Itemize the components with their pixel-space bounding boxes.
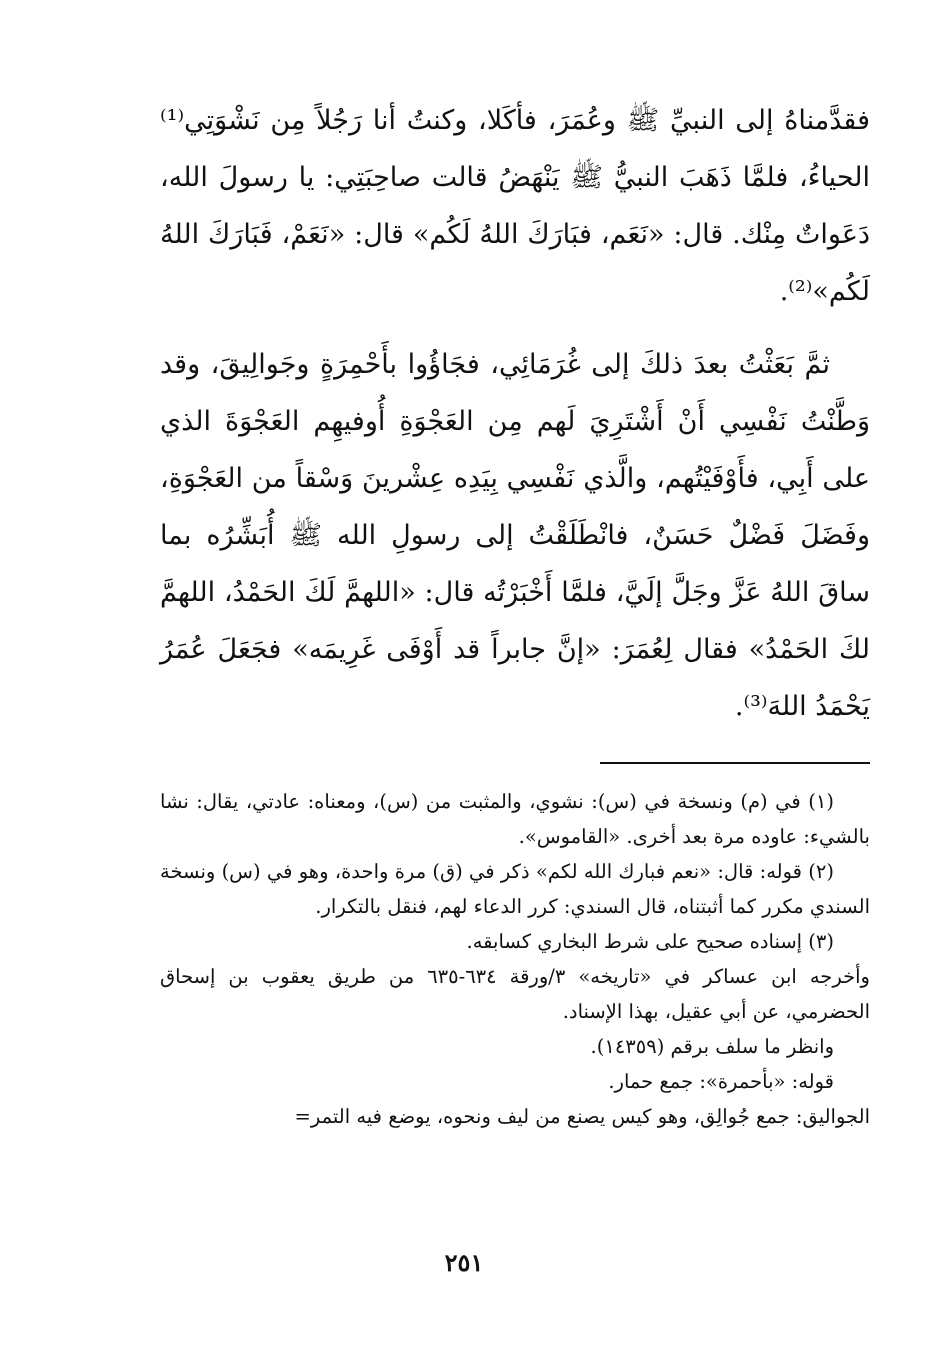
footnote-3-source: وأخرجه ابن عساكر في «تاريخه» ٣/ورقة ٦٣٤-٦٣٥ من طريق يعقوب بن إسحاق الحضرمي، عن أبي عقيل، بهذا الإسناد.: [160, 965, 870, 1023]
footnotes: [160, 784, 870, 1134]
footnote-3: (٣) إسناده صحيح على شرط البخاري كسابقه.: [466, 930, 834, 953]
footnote-3-gloss-jawaliq: الجواليق: جمع جُوالِق، وهو كيس يصنع من ليف ونحوه، يوضع فيه التمر=: [294, 1105, 870, 1128]
main-text: [160, 92, 870, 735]
main-paragraph-2: ثمَّ بَعَثْتُ بعدَ ذلكَ إلى غُرَمَائِي، فجَاؤُوا بأَحْمِرَةٍ وجَوالِيقَ، وقد وَطَّنْتُ نَفْسِي أَنْ أَشْتَرِيَ لَهم مِن العَجْوَةِ أُوفيهِم العَجْوَةَ الذي على أَبِي، فأَوْفَيْتُهم، والَّذي نَفْسِي بِيَدِه عِشْرينَ وَسْقاً من العَجْوَةِ، وفَضَلَ فَضْلٌ حَسَنٌ، فانْطَلَقْتُ إلى رسولِ الله ﷺ أُبَشِّرُه بما ساقَ اللهُ عَزَّ وجَلَّ إلَيَّ، فلمَّا أَخْبَرْتُه قال: «اللهمَّ لَكَ الحَمْدُ، اللهمَّ لكَ الحَمْدُ» فقال لِعُمَرَ: «إنَّ جابراً قد أَوْفَى غَرِيمَه» فجَعَلَ عُمَرُ يَحْمَدُ اللهَ⁽³⁾.: [160, 349, 870, 722]
footnote-3-gloss-ahmira: قوله: «بأحمرة»: جمع حمار.: [608, 1070, 834, 1093]
footnote-1: (١) في (م) ونسخة في (س): نشوي، والمثبت من (س)، ومعناه: عادتي، يقال: نشا بالشيء: عاوده مرة بعد أخرى. «القاموس».: [160, 790, 870, 848]
footnote-separator: [600, 762, 870, 764]
page-number: ٢٥١: [444, 1248, 484, 1277]
main-paragraph-1: فقدَّمناهُ إلى النبيِّ ﷺ وعُمَرَ، فأكَلا، وكنتُ أنا رَجُلاً مِن نَشْوَتِي⁽¹⁾ الحياءُ، فلمَّا ذَهَبَ النبيُّ ﷺ يَنْهَضُ قالت صاحِبَتِي: يا رسولَ الله، دَعَواتٌ مِنْك. قال: «نَعَم، فبَارَكَ اللهُ لَكُم» قال: «نَعَمْ، فَبَارَكَ اللهُ لَكُم»⁽²⁾.: [160, 105, 870, 307]
footnote-2: (٢) قوله: قال: «نعم فبارك الله لكم» ذكر في (ق) مرة واحدة، وهو في (س) ونسخة السندي مكرر كما أثبتناه، قال السندي: كرر الدعاء لهم، فنقل بالتكرار.: [160, 860, 870, 918]
footnote-3-see-also: وانظر ما سلف برقم (١٤٣٥٩).: [590, 1035, 834, 1058]
